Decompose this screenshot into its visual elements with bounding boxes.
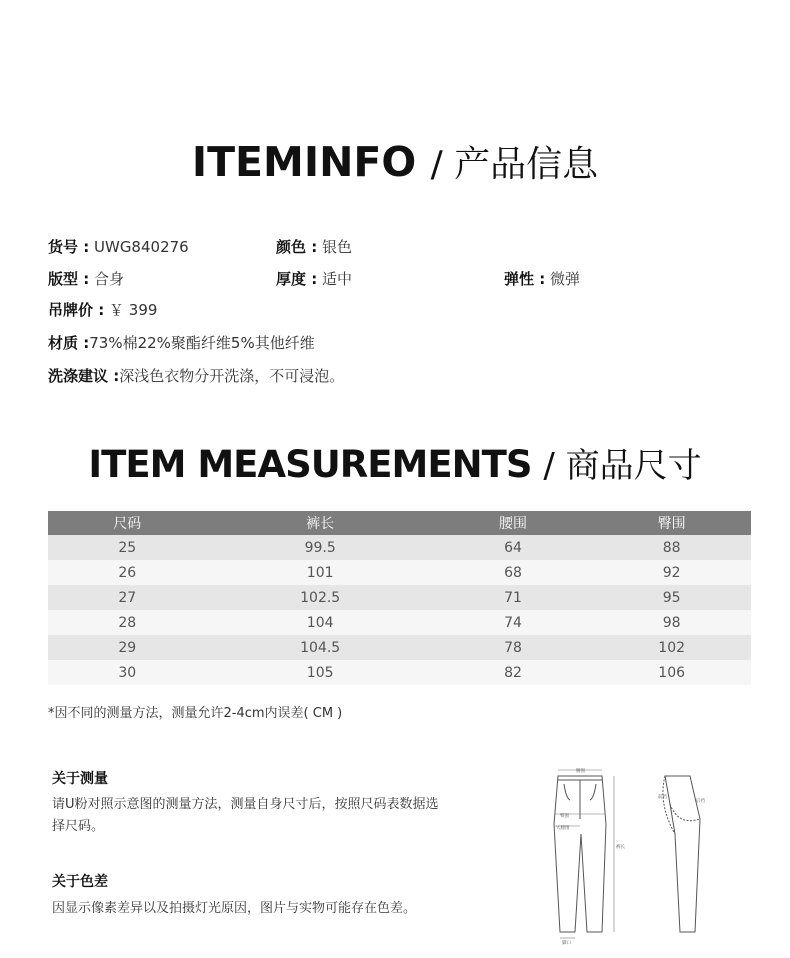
cell-length: 105 bbox=[207, 660, 434, 685]
cell-waist: 74 bbox=[434, 610, 593, 635]
item-fit: 版型 : 合身 bbox=[48, 270, 125, 288]
cell-size: 28 bbox=[48, 610, 207, 635]
item-info-title-zh: / 产品信息 bbox=[430, 144, 599, 185]
header-waist: 腰围 bbox=[434, 511, 593, 535]
label-thigh: 大腿围 bbox=[556, 826, 570, 831]
cell-size: 25 bbox=[48, 535, 207, 560]
cell-size: 30 bbox=[48, 660, 207, 685]
cell-waist: 71 bbox=[434, 585, 593, 610]
item-info-title bbox=[0, 136, 790, 187]
item-info-title-en: ITEMINFO bbox=[191, 138, 417, 186]
cell-length: 99.5 bbox=[207, 535, 434, 560]
about-measure-line1: 请U粉对照示意图的测量方法，测量自身尺寸后，按照尺码表数据选 bbox=[52, 797, 439, 812]
label-waist: 腰围 bbox=[576, 769, 585, 774]
cell-size: 26 bbox=[48, 560, 207, 585]
cell-hip: 98 bbox=[592, 610, 751, 635]
cell-length: 102.5 bbox=[207, 585, 434, 610]
cell-hip: 88 bbox=[592, 535, 751, 560]
size-table-header bbox=[48, 511, 751, 535]
item-thickness: 厚度 : 适中 bbox=[276, 270, 353, 288]
measurement-note: *因不同的测量方法，测量允许2-4cm内误差( CM ) bbox=[48, 706, 343, 721]
size-table bbox=[48, 511, 751, 685]
header-hip: 臀围 bbox=[592, 511, 751, 535]
header-size: 尺码 bbox=[48, 511, 207, 535]
cell-hip: 106 bbox=[592, 660, 751, 685]
measurements-title bbox=[0, 438, 790, 487]
measurements-title-en: ITEM MEASUREMENTS bbox=[88, 443, 532, 486]
pants-measure-diagram bbox=[540, 764, 720, 954]
item-elasticity: 弹性 : 微弹 bbox=[504, 270, 581, 288]
cell-size: 29 bbox=[48, 635, 207, 660]
pants-side-view bbox=[663, 776, 700, 932]
table-row bbox=[48, 535, 751, 560]
label-hip: 臀围 bbox=[560, 814, 569, 819]
item-color: 颜色 : 银色 bbox=[276, 238, 353, 256]
measurements-title-zh: / 商品尺寸 bbox=[543, 446, 702, 486]
cell-length: 101 bbox=[207, 560, 434, 585]
item-price: 吊牌价 : ￥ 399 bbox=[48, 301, 158, 319]
about-color-title: 关于色差 bbox=[52, 874, 108, 890]
table-row bbox=[48, 635, 751, 660]
table-row bbox=[48, 560, 751, 585]
table-row bbox=[48, 585, 751, 610]
about-measure-title: 关于测量 bbox=[52, 771, 108, 787]
item-care: 洗涤建议 :深浅色衣物分开洗涤，不可浸泡。 bbox=[48, 367, 345, 385]
cell-length: 104 bbox=[207, 610, 434, 635]
item-material: 材质 :73%棉22%聚酯纤维5%其他纤维 bbox=[48, 334, 315, 352]
label-front-crotch: 前裆 bbox=[658, 795, 667, 800]
table-row bbox=[48, 660, 751, 685]
cell-hip: 102 bbox=[592, 635, 751, 660]
item-number: 货号 : UWG840276 bbox=[48, 238, 189, 256]
pants-front-view bbox=[554, 776, 606, 932]
header-length: 裤长 bbox=[207, 511, 434, 535]
about-measure-line2: 择尺码。 bbox=[52, 819, 105, 834]
cell-length: 104.5 bbox=[207, 635, 434, 660]
cell-waist: 68 bbox=[434, 560, 593, 585]
cell-hip: 92 bbox=[592, 560, 751, 585]
about-measure-text bbox=[52, 794, 482, 838]
cell-waist: 78 bbox=[434, 635, 593, 660]
label-hem: 脚口 bbox=[562, 941, 571, 946]
label-length: 裤长 bbox=[616, 845, 625, 850]
label-back-crotch: 后裆 bbox=[696, 799, 705, 804]
table-row bbox=[48, 610, 751, 635]
cell-hip: 95 bbox=[592, 585, 751, 610]
cell-size: 27 bbox=[48, 585, 207, 610]
cell-waist: 82 bbox=[434, 660, 593, 685]
about-color-text: 因显示像素差异以及拍摄灯光原因，图片与实物可能存在色差。 bbox=[52, 901, 417, 916]
cell-waist: 64 bbox=[434, 535, 593, 560]
